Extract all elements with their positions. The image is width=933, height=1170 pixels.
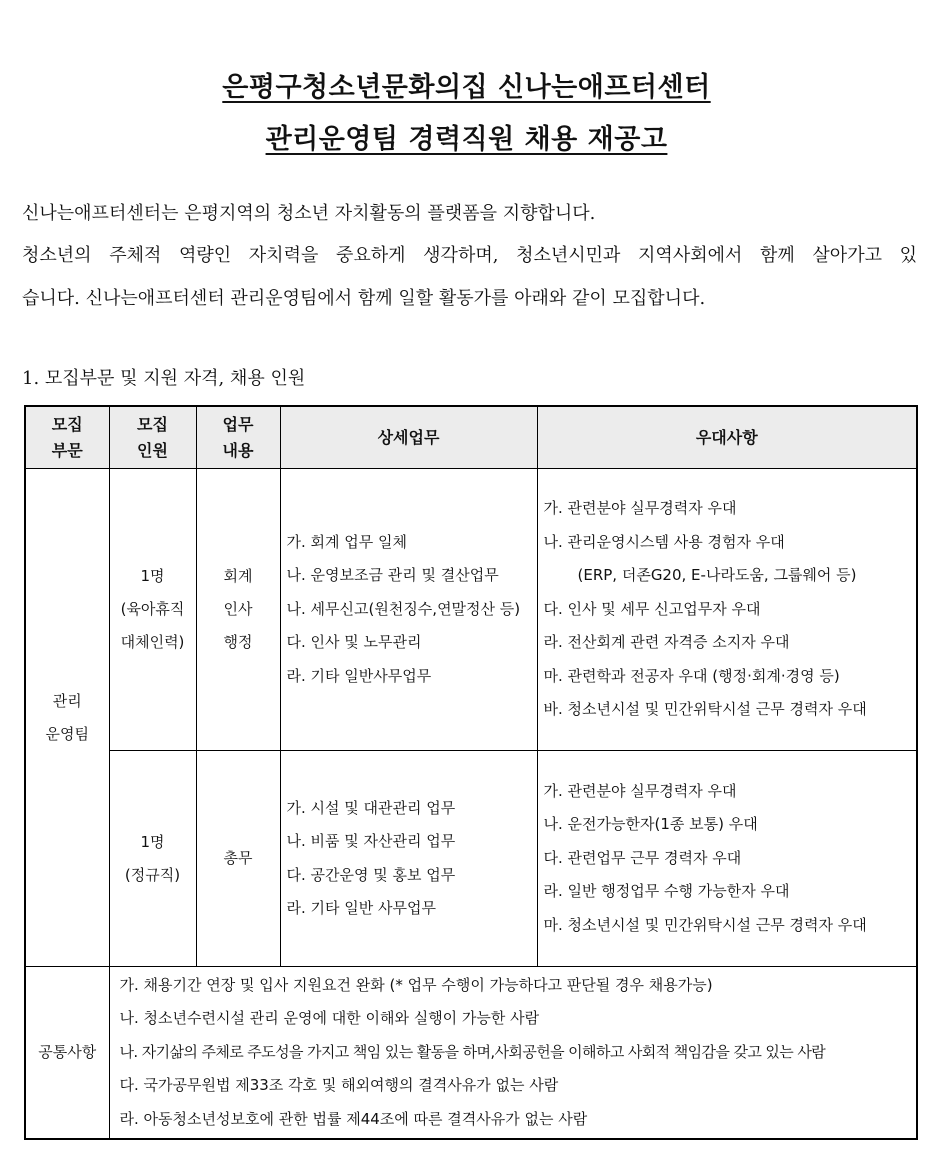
list-item: 다. 공간운영 및 홍보 업무 [286, 865, 456, 884]
list-item: 가. 회계 업무 일체 [286, 532, 408, 551]
list-item: 라. 아동청소년성보호에 관한 법률 제44조에 따른 결격사유가 없는 사람 [119, 1109, 588, 1128]
list-item: 나. 운영보조금 관리 및 결산업무 [286, 566, 499, 585]
count-cell: 1명 (육아휴직 대체인력) [109, 469, 196, 751]
list-item: 마. 청소년시설 및 민간위탁시설 근무 경력자 우대 [543, 915, 867, 934]
table-row [25, 469, 917, 751]
list-item: 다. 국가공무원법 제33조 각호 및 해외여행의 결격사유가 없는 사람 [119, 1076, 559, 1094]
header-duty: 업무 내용 [196, 406, 280, 469]
list-item: 나. 비품 및 자산관리 업무 [286, 832, 456, 850]
common-items-cell [109, 967, 917, 1139]
section-1-title: 1. 모집부문 및 지원 자격, 채용 인원 [22, 368, 306, 389]
list-item: 라. 일반 행정업무 수행 가능한자 우대 [543, 882, 790, 901]
dept-cell: 관리 운영팀 [25, 469, 109, 967]
list-item: (ERP, 더존G20, E-나라도움, 그룹웨어 등) [577, 566, 857, 585]
list-item: 가. 관련분야 실무경력자 우대 [543, 781, 737, 800]
list-item: 나. 관리운영시스템 사용 경험자 우대 [543, 532, 785, 551]
table-row [25, 751, 917, 967]
list-item: 가. 관련분야 실무경력자 우대 [543, 499, 737, 518]
header-detail: 상세업무 [280, 406, 537, 469]
detail-cell [280, 469, 537, 751]
list-item: 나. 운전가능한자(1종 보통) 우대 [543, 815, 758, 834]
duty-cell: 회계 인사 행정 [196, 469, 280, 751]
list-item: 다. 인사 및 세무 신고업무자 우대 [543, 599, 761, 618]
intro-line-1: 신나는애프터센터는 은평지역의 청소년 자치활동의 플랫폼을 지향합니다. [22, 203, 596, 224]
preference-cell [537, 751, 917, 967]
page-title-line2: 관리운영팀 경력직원 채용 재공고 [265, 124, 668, 155]
list-item: 라. 기타 일반 사무업무 [286, 899, 436, 917]
list-item: 가. 채용기간 연장 및 입사 지원요건 완화 (* 업무 수행이 가능하다고 판단될 경우 채용가능) [119, 975, 713, 994]
detail-cell [280, 751, 537, 967]
page-title-line1: 은평구청소년문화의집 신나는애프터센터 [222, 72, 711, 103]
list-item: 다. 인사 및 노무관리 [286, 633, 422, 652]
list-item: 나. 청소년수련시설 관리 운영에 대한 이해와 실행이 가능한 사람 [119, 1009, 540, 1027]
duty-cell: 총무 [196, 751, 280, 967]
list-item: 가. 시설 및 대관관리 업무 [286, 798, 456, 817]
header-preference: 우대사항 [537, 406, 917, 469]
list-item: 나. 자기삶의 주체로 주도성을 가지고 책임 있는 활동을 하며,사회공헌을 이해하고 사회적 책임감을 갖고 있는 사람 [119, 1042, 826, 1061]
table-row-common [25, 967, 917, 1139]
count-cell: 1명 (정규직) [109, 751, 196, 967]
common-label-cell: 공통사항 [25, 967, 109, 1139]
list-item: 라. 기타 일반사무업무 [286, 666, 432, 685]
list-item: 나. 세무신고(원천징수,연말정산 등) [286, 599, 521, 618]
list-item: 라. 전산회계 관련 자격증 소지자 우대 [543, 633, 790, 652]
intro-line-3: 습니다. 신나는애프터센터 관리운영팀에서 함께 일할 활동가를 아래와 같이 모집합니다. [22, 288, 706, 309]
header-dept: 모집 부문 [25, 406, 109, 469]
intro-line-2: 청소년의 주체적 역량인 자치력을 중요하게 생각하며, 청소년시민과 지역사회에서 함께 살아가고 있 [22, 245, 917, 266]
list-item: 다. 관련업무 근무 경력자 우대 [543, 848, 742, 867]
recruitment-table [24, 405, 918, 1140]
preference-cell [537, 469, 917, 751]
header-count: 모집 인원 [109, 406, 196, 469]
table-header-row [25, 406, 917, 469]
list-item: 바. 청소년시설 및 민간위탁시설 근무 경력자 우대 [543, 700, 867, 719]
list-item: 마. 관련학과 전공자 우대 (행정·회계·경영 등) [543, 666, 840, 685]
